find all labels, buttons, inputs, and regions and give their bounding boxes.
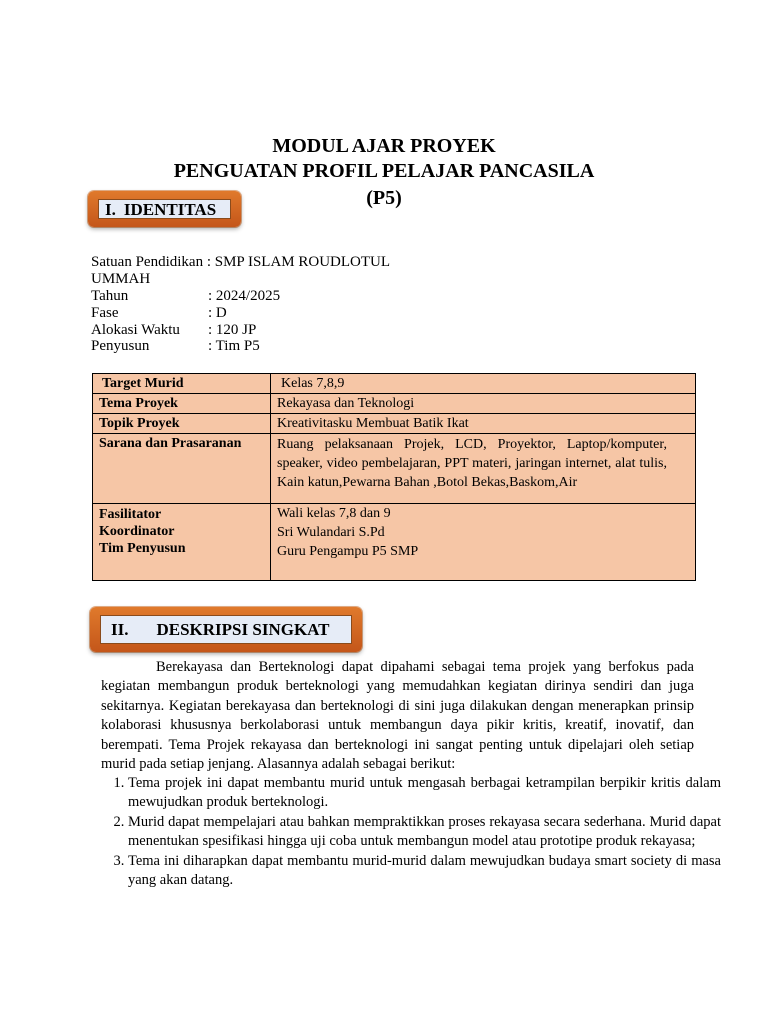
table-row <box>93 434 696 504</box>
identity-label: Fase <box>91 305 119 321</box>
section-label: DESKRIPSI SINGKAT <box>156 620 330 639</box>
section-number: II. <box>111 620 129 639</box>
table-key-group <box>93 504 271 581</box>
identity-value: : SMP ISLAM ROUDLOTUL <box>206 254 391 270</box>
identity-label: Alokasi Waktu <box>91 322 180 338</box>
section-number: I. <box>105 199 116 219</box>
identity-label: Satuan Pendidikan <box>91 254 204 270</box>
table-row <box>93 374 696 394</box>
table-key: Target Murid <box>93 374 271 394</box>
table-value: Wali kelas 7,8 dan 9 <box>277 506 391 521</box>
identity-row <box>91 288 280 305</box>
table-row <box>93 504 696 581</box>
table-row <box>93 414 696 434</box>
reasons-list <box>101 774 721 890</box>
table-value-group <box>271 504 696 581</box>
table-key: Topik Proyek <box>93 414 271 434</box>
table-key: Tema Proyek <box>93 394 271 414</box>
table-value: Guru Pengampu P5 SMP <box>277 544 419 559</box>
table-value: Sri Wulandari S.Pd <box>277 525 385 540</box>
table-row <box>93 394 696 414</box>
list-item: 2. Murid dapat mempelajari atau bahkan mempraktikkan proses rekayasa secara sederhana. Murid dapat menentukan spesifikasi hingga uji coba untuk membangun model atau prototipe produk rekayasa; <box>128 813 721 852</box>
table-value: Kreativitasku Membuat Batik Ikat <box>271 414 696 434</box>
table-key: Tim Penyusun <box>99 541 186 556</box>
table-key: Fasilitator <box>99 507 162 522</box>
table-value: Rekayasa dan Teknologi <box>271 394 696 414</box>
table-value: Kelas 7,8,9 <box>271 374 696 394</box>
identity-value: : Tim P5 <box>208 338 260 354</box>
identity-value: : 120 JP <box>208 322 257 338</box>
identity-row <box>91 322 256 339</box>
list-item: 3. Tema ini diharapkan dapat membantu murid-murid dalam mewujudkan budaya smart society di masa yang akan datang. <box>128 852 721 891</box>
table-key: Sarana dan Prasaranan <box>93 434 271 504</box>
project-info-table <box>92 373 696 581</box>
section-deskripsi-heading <box>90 607 362 652</box>
identity-label: Tahun <box>91 288 129 304</box>
identity-label: Penyusun <box>91 338 150 354</box>
identity-value: : 2024/2025 <box>208 288 281 304</box>
description-paragraph: Berekayasa dan Berteknologi dapat dipahami sebagai tema projek yang berfokus pada kegiatan membangun produk berteknologi yang memudahkan kegiatan dirinya sendiri dan juga sekitarnya. Kegiatan berekayasa dan berteknologi di sini juga dilakukan dengan menerapkan prinsip kolaborasi khususnya berkolaborasi untuk membangun daya pikir kritis, kreatif, inovatif, dan berempati. Tema Projek rekayasa dan berteknologi ini sangat penting untuk dipelajari oleh setiap murid pada setiap jenjang. Alasannya adalah sebagai berikut: <box>101 659 694 773</box>
document-title-line3: (P5) <box>366 187 402 209</box>
list-item: 1. Tema projek ini dapat membantu murid untuk mengasah berbagai ketrampilan berpikir kritis dalam mewujudkan produk berteknologi. <box>128 774 721 813</box>
document-title-line2: PENGUATAN PROFIL PELAJAR PANCASILA <box>173 160 595 182</box>
identity-row <box>91 305 227 322</box>
section-identitas-heading <box>88 191 241 227</box>
identity-row <box>91 338 260 355</box>
identity-value: : D <box>208 305 227 321</box>
table-key: Koordinator <box>99 524 175 539</box>
identity-satuan <box>91 254 390 271</box>
section-label: IDENTITAS <box>123 199 217 219</box>
document-title-line1: MODUL AJAR PROYEK <box>272 135 496 157</box>
identity-satuan-cont: UMMAH <box>91 271 151 287</box>
table-value: Ruang pelaksanaan Projek, LCD, Proyektor, Laptop/komputer, speaker, video pembelajaran, PPT materi, jaringan internet, alat tulis, Kain katun,Pewarna Bahan ,Botol Bekas,Baskom,Air <box>271 434 696 504</box>
